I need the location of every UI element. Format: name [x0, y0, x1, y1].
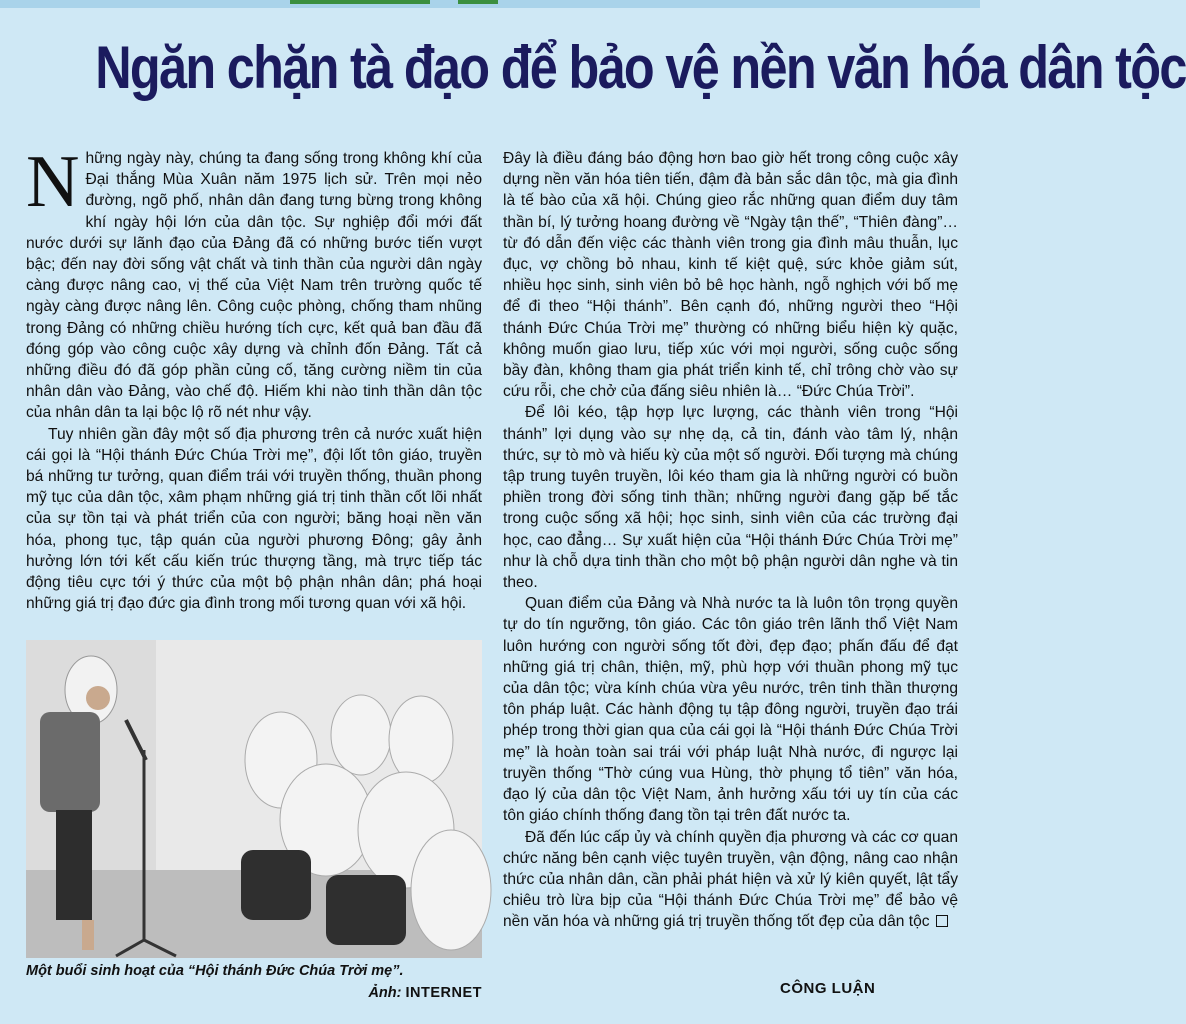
paragraph-text: hững ngày này, chúng ta đang sống trong không khí của Đại thắng Mùa Xuân năm 1975 lịch sử. Trên mọi nẻo đường, ngõ phố, nhân dân đang tưng bừng trong không khí ngày hội lớn của dân tộc. Sự nghiệp đổi mới đất nước dưới sự lãnh đạo của Đảng đã có những bước tiến vượt bậc; đến nay đời sống vật chất và tinh thần của người dân ngày càng được nâng cao, vị thế của Việt Nam trên trường quốc tế ngày càng được nâng lên. Công cuộc phòng, chống tham nhũng trong Đảng có những chiều hướng tích cực, kết quả ban đầu đã đóng góp vào công cuộc xây dựng và chỉnh đốn Đảng. Tất cả những điều đó đã góp phần củng cố, tăng cường niềm tin của nhân dân vào Đảng, vào chế độ. Hiếm khi nào tinh thần dân tộc của nhân dân ta lại bộc lộ rõ nét như vậy.	[26, 150, 482, 422]
top-color-strip	[0, 0, 980, 8]
top-strip-accent	[458, 0, 498, 4]
photo-credit	[26, 985, 482, 1001]
paragraph	[503, 827, 958, 933]
top-strip-accent	[290, 0, 430, 4]
right-column	[503, 148, 958, 933]
credit-source: INTERNET	[405, 985, 482, 1001]
paragraph	[26, 141, 482, 424]
paragraph: Quan điểm của Đảng và Nhà nước ta là luôn tôn trọng quyền tự do tín ngưỡng, tôn giáo. Các tôn giáo trên lãnh thổ Việt Nam luôn hướng con người sống tốt đời, đẹp đạo; phấn đấu để đạt những giá trị chân, thiện, mỹ, phù hợp với thuần phong mỹ tục của dân tộc; vừa kính chúa vừa yêu nước, trên tinh thần thượng tôn pháp luật. Các hành động tụ tập đông người, truyền đạo trái phép trong thời gian qua của cái gọi là “Hội thánh Đức Chúa Trời mẹ” là hoàn toàn sai trái với pháp luật Nhà nước, đi ngược lại truyền thống “Thờ cúng vua Hùng, thờ phụng tổ tiên” văn hóa, đạo lý của dân tộc Việt Nam, ảnh hưởng xấu tới uy tín của các tôn giáo chính thống đang tồn tại trên đất nước ta.	[503, 595, 958, 825]
paragraph-text: Đã đến lúc cấp ủy và chính quyền địa phương và các cơ quan chức năng bên cạnh việc tuyên truyền, vận động, nâng cao nhận thức của nhân dân, cần phải phát hiện và xử lý kiên quyết, lật tẩy chiêu trò lừa bịp của “Hội thánh Đức Chúa Trời mẹ” để bảo vệ nền văn hóa và những giá trị truyền thống tốt đẹp của dân tộc	[503, 828, 958, 931]
photo-illustration	[26, 640, 482, 958]
left-column	[26, 141, 482, 614]
photo-caption: Một buổi sinh hoạt của “Hội thánh Đức Chúa Trời mẹ”.	[26, 963, 404, 979]
drop-cap: N	[26, 141, 80, 223]
end-of-article-mark	[936, 915, 948, 927]
article-photo	[26, 640, 482, 958]
credit-label: Ảnh:	[368, 985, 402, 1001]
paragraph: Để lôi kéo, tập hợp lực lượng, các thành viên trong “Hội thánh” lợi dụng vào sự nhẹ dạ, cả tin, đánh vào tâm lý, nhận thức, sự tò mò và hiếu kỳ của một số người. Đối tượng mà chúng tập trung tuyên truyền, lôi kéo tham gia là những người có buồn phiền trong đời sống tinh thần; những người đang gặp bế tắc trong cuộc sống xã hội; học sinh, sinh viên của các trường đại học, cao đẳng… Sự xuất hiện của “Hội thánh Đức Chúa Trời mẹ” như là chỗ dựa tinh thần cho một bộ phận người dân nghe và tin theo.	[503, 404, 958, 592]
paragraph: Đây là điều đáng báo động hơn bao giờ hết trong công cuộc xây dựng nền văn hóa tiên tiến, đậm đà bản sắc dân tộc, mà gia đình là tế bào của xã hội. Chúng gieo rắc những quan điểm duy tâm thần bí, lý tưởng hoang đường về “Ngày tận thế”, “Thiên đàng”… từ đó dẫn đến việc các thành viên trong gia đình mâu thuẫn, lục đục, vợ chồng bỏ nhau, kinh tế kiệt quệ, sức khỏe giảm sút, nhiều học sinh, sinh viên bỏ bê học hành, ngỗ nghịch với bố mẹ để đi theo “Hội thánh”. Bên cạnh đó, những người theo “Hội thánh Đức Chúa Trời mẹ” thường có những biểu hiện kỳ quặc, không muốn giao lưu, tiếp xúc với mọi người, sống cuộc sống bầy đàn, không tham gia phát triển kinh tế, chỉ trông chờ vào sự cứu rỗi, che chở của đấng siêu nhiên là… “Đức Chúa Trời”.	[503, 150, 958, 401]
author-byline: CÔNG LUẬN	[780, 980, 876, 997]
article-headline: Ngăn chặn tà đạo để bảo vệ nền văn hóa dân tộc	[95, 34, 1186, 101]
paragraph: Tuy nhiên gần đây một số địa phương trên cả nước xuất hiện cái gọi là “Hội thánh Đức Chúa Trời mẹ”, đội lốt tôn giáo, truyền bá những tư tưởng, quan điểm trái với truyền thống, thuần phong mỹ tục của dân tộc, xâm phạm những giá trị tinh thần cốt lõi nhất của sự tồn tại và phát triển của con người; băng hoại nền văn hóa, phong tục, tập quán của người phương Đông; gây ảnh hưởng lớn tới kết cấu kiến trúc thượng tầng, mà trực tiếp tác động tiêu cực tới ý thức của một bộ phận nhân dân; phá hoại những giá trị đạo đức gia đình trong mối tương quan với xã hội.	[26, 425, 482, 613]
